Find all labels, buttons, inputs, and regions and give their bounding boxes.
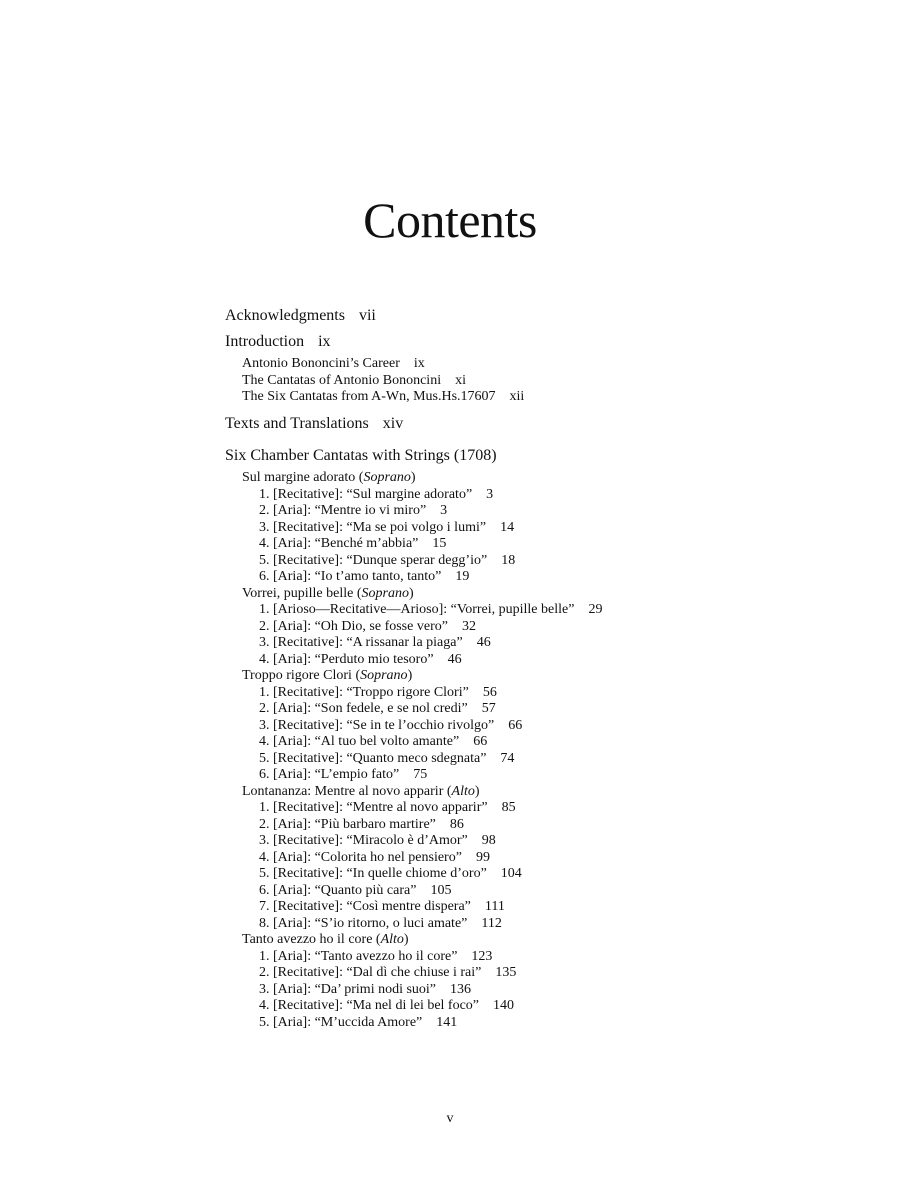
toc-entry-introduction: [225, 332, 331, 352]
movement-label: 3. [Recitative]: “A rissanar la piaga”: [259, 635, 463, 650]
movement-entry: [242, 487, 602, 504]
movement-entry: [242, 701, 602, 718]
movement-page-number: 15: [432, 536, 447, 551]
voice-type: Soprano: [361, 585, 409, 601]
movement-page-number: 46: [447, 651, 462, 667]
movement-entry: [242, 817, 602, 834]
movement-page-number: 56: [482, 684, 497, 700]
movement-page-number: 74: [500, 750, 515, 766]
toc-entry-texts: [225, 414, 403, 434]
movement-entry: [242, 1015, 602, 1032]
movement-label: 3. [Recitative]: “Ma se poi volgo i lumi”: [259, 519, 487, 535]
movement-page-number: 104: [500, 866, 522, 881]
movement-entry: [242, 734, 602, 751]
movement-label: 5. [Aria]: “M’uccida Amore”: [259, 1014, 423, 1030]
movement-page-number: 135: [495, 965, 517, 980]
movement-page-number: 19: [455, 569, 470, 584]
movement-label: 1. [Recitative]: “Sul margine adorato”: [259, 486, 473, 502]
movement-page-number: 14: [500, 519, 515, 535]
toc-page-number: xiv: [382, 415, 404, 432]
movement-page-number: 57: [481, 701, 496, 716]
movement-page-number: 123: [471, 948, 493, 964]
movement-label: 6. [Aria]: “L’empio fato”: [259, 767, 400, 782]
movement-entry: [242, 652, 602, 669]
toc-entry-label: Six Chamber Cantatas with Strings (1708): [225, 447, 497, 464]
movement-entry: [242, 536, 602, 553]
toc-subentry: Antonio Bononcini’s Career ix: [242, 356, 425, 371]
movement-label: 8. [Aria]: “S’io ritorno, o luci amate”: [259, 915, 468, 931]
movement-page-number: 75: [413, 767, 428, 782]
movement-label: 5. [Recitative]: “In quelle chiome d’oro”: [259, 866, 487, 881]
movement-page-number: 136: [450, 981, 472, 997]
page-title: Contents: [363, 192, 537, 248]
movement-label: 5. [Recitative]: “Quanto meco sdegnata”: [259, 750, 487, 766]
movement-entry: [242, 602, 602, 619]
movement-label: 4. [Recitative]: “Ma nel di lei bel foco”: [259, 998, 480, 1013]
movement-page-number: 32: [461, 618, 476, 634]
cantata-title: Sul margine adorato (Soprano): [242, 470, 416, 485]
movement-entry: [242, 949, 602, 966]
movement-entry: [242, 751, 602, 768]
cantata-title: Troppo rigore Clori (Soprano): [242, 668, 413, 683]
movement-label: 4. [Aria]: “Colorita ho nel pensiero”: [259, 849, 462, 865]
voice-type: Alto: [380, 932, 404, 947]
introduction-sections: [242, 356, 524, 406]
movement-page-number: 112: [481, 915, 502, 931]
toc-page-number: vii: [358, 307, 376, 324]
movement-entry: [242, 982, 602, 999]
movement-page-number: 99: [475, 849, 490, 865]
page-number: v: [446, 1111, 454, 1126]
movement-label: 1. [Arioso—Recitative—Arioso]: “Vorrei, pupille belle”: [259, 602, 575, 617]
movement-page-number: 3: [440, 503, 448, 518]
movement-entry: [242, 619, 602, 636]
movement-entry: [242, 635, 602, 652]
movement-entry: [242, 569, 602, 586]
movement-label: 1. [Recitative]: “Troppo rigore Clori”: [259, 684, 469, 700]
toc-entry-label: Texts and Translations: [225, 415, 369, 432]
movement-entry: [242, 553, 602, 570]
movement-entry: [242, 899, 602, 916]
movement-label: 4. [Aria]: “Al tuo bel volto amante”: [259, 734, 460, 749]
movement-entry: [242, 718, 602, 735]
cantata-list: [242, 470, 602, 1031]
movement-label: 6. [Aria]: “Io t’amo tanto, tanto”: [259, 569, 442, 584]
toc-subentry: The Six Cantatas from A-Wn, Mus.Hs.17607 xii: [242, 389, 525, 404]
cantata-title: Tanto avezzo ho il core (Alto): [242, 932, 409, 947]
voice-type: Soprano: [360, 668, 408, 683]
voice-type: Alto: [451, 783, 475, 799]
movement-entry: [242, 503, 602, 520]
toc-entry-collection: [225, 446, 497, 466]
movement-entry: [242, 800, 602, 817]
movement-entry: [242, 850, 602, 867]
movement-label: 6. [Aria]: “Quanto più cara”: [259, 882, 417, 898]
movement-label: 7. [Recitative]: “Così mentre dispera”: [259, 899, 471, 914]
movement-label: 1. [Recitative]: “Mentre al novo apparir”: [259, 800, 488, 815]
toc-subentry: The Cantatas of Antonio Bononcini xi: [242, 372, 466, 388]
movement-page-number: 29: [588, 602, 603, 617]
toc-entry-label: Acknowledgments: [225, 307, 345, 324]
movement-label: 1. [Aria]: “Tanto avezzo ho il core”: [259, 948, 458, 964]
movement-label: 2. [Aria]: “Oh Dio, se fosse vero”: [259, 618, 448, 634]
movement-page-number: 98: [481, 833, 496, 848]
movement-label: 2. [Recitative]: “Dal dì che chiuse i rai”: [259, 965, 482, 980]
movement-label: 5. [Recitative]: “Dunque sperar degg’io”: [259, 552, 488, 568]
movement-label: 2. [Aria]: “Son fedele, e se nol credi”: [259, 701, 468, 716]
movement-page-number: 140: [493, 998, 515, 1013]
movement-entry: [242, 883, 602, 900]
cantata-title: Vorrei, pupille belle (Soprano): [242, 585, 414, 601]
movement-page-number: 66: [473, 734, 488, 749]
movement-label: 3. [Recitative]: “Se in te l’occhio rivolgo”: [259, 717, 495, 733]
voice-type: Soprano: [363, 470, 411, 485]
movement-label: 3. [Aria]: “Da’ primi nodi suoi”: [259, 981, 437, 997]
movement-entry: [242, 685, 602, 702]
movement-entry: [242, 520, 602, 537]
movement-label: 2. [Aria]: “Mentre io vi miro”: [259, 503, 427, 518]
toc-entry-label: Introduction: [225, 333, 305, 350]
movement-entry: [242, 998, 602, 1015]
toc-entry-acknowledgments: [225, 306, 376, 326]
movement-page-number: 46: [476, 635, 491, 650]
movement-page-number: 86: [449, 816, 464, 832]
movement-page-number: 85: [501, 800, 516, 815]
movement-label: 3. [Recitative]: “Miracolo è d’Amor”: [259, 833, 468, 848]
movement-entry: [242, 916, 602, 933]
movement-label: 4. [Aria]: “Perduto mio tesoro”: [259, 651, 434, 667]
movement-entry: [242, 866, 602, 883]
movement-page-number: 141: [436, 1014, 458, 1030]
movement-label: 4. [Aria]: “Benché m’abbia”: [259, 536, 419, 551]
movement-page-number: 111: [484, 899, 505, 914]
movement-page-number: 3: [486, 486, 494, 502]
movement-page-number: 18: [501, 552, 516, 568]
movement-entry: [242, 965, 602, 982]
toc-page-number: ix: [318, 333, 331, 350]
movement-page-number: 66: [508, 717, 523, 733]
movement-page-number: 105: [430, 882, 452, 898]
movement-label: 2. [Aria]: “Più barbaro martire”: [259, 816, 436, 832]
cantata-title: Lontananza: Mentre al novo apparir (Alto): [242, 783, 480, 799]
movement-entry: [242, 767, 602, 784]
movement-entry: [242, 833, 602, 850]
